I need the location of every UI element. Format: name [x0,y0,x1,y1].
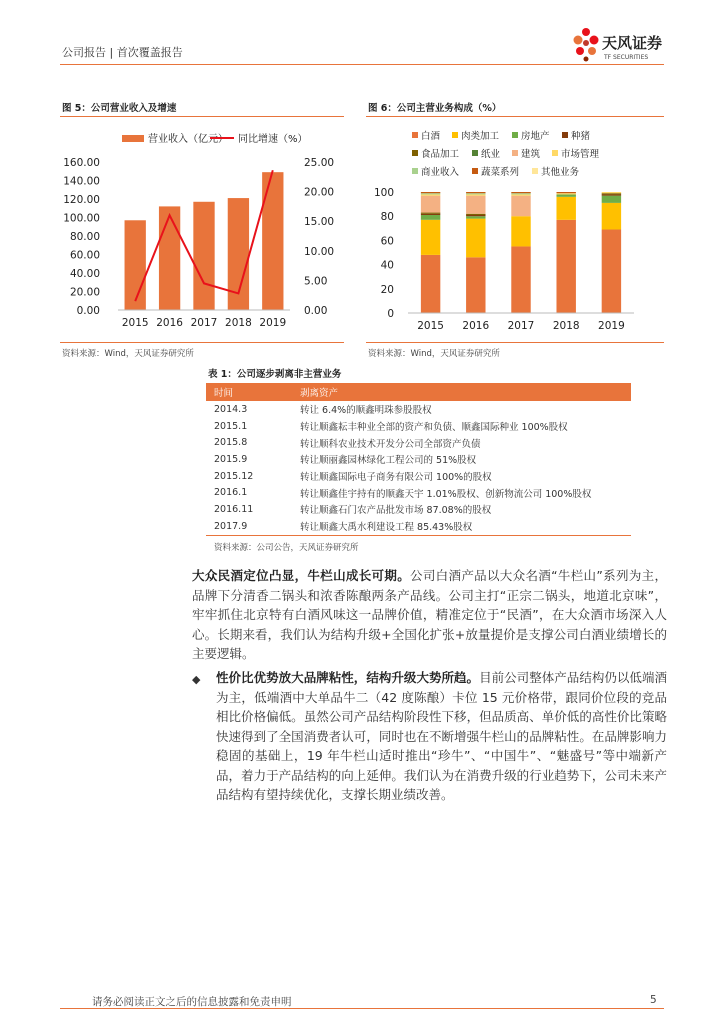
logo-subtext: TF SECURITIES [604,54,649,61]
bar-segment-2018-1 [556,197,575,220]
paragraph-2-heading: 性价比优势放大品牌粘性，结构升级大势所趋。 [216,670,480,685]
y-left-tick-label: 140.00 [63,175,100,188]
y-left-tick-label: 60.00 [69,249,100,262]
paragraph-1 [192,566,667,664]
legend-label-5: 纸业 [481,149,501,160]
y-right-tick-label: 15.00 [304,216,335,229]
bar-segment-2016-3 [466,215,485,216]
y-tick-label: 100 [373,187,394,199]
bullet-diamond-icon: ◆ [192,673,201,686]
legend-label-growth: 同比增速（%） [238,134,308,145]
bar-segment-2016-6 [466,196,485,214]
y-left-tick-label: 40.00 [69,268,100,280]
bar-segment-2016-0 [466,257,485,313]
bar-segment-2016-7 [466,194,485,195]
y-right-tick-label: 5.00 [304,275,328,288]
legend-label-10: 其他业务 [541,167,580,178]
figure5-title: 图 5：公司营业收入及增速 [62,103,177,114]
y-tick-label: 40 [380,259,394,272]
bar-segment-2015-4 [421,213,440,214]
bar-revenue-2016 [159,206,180,310]
x-tick-label: 2017 [507,320,535,332]
table-cell-asset: 转让顺丽鑫园林绿化工程公司的 51%股权 [300,455,477,467]
x-tick-label: 2018 [552,320,580,332]
bar-segment-2015-9 [421,192,440,193]
legend-swatch-0 [412,132,418,138]
x-tick-label: 2019 [598,320,625,332]
table-cell-asset: 转让顺鑫佳宇持有的顺鑫天宇 1.01%股权、创新物流公司 100%股权 [300,488,592,500]
figure6-bottom-divider [366,342,664,343]
legend-label-revenue: 营业收入（亿元） [148,134,228,145]
y-left-tick-label: 20.00 [69,286,100,299]
legend-swatch-5 [472,150,478,156]
table-row [206,451,631,468]
divestment-table [206,383,631,536]
figure6-chart [364,122,664,334]
y-tick-label: 60 [380,235,394,248]
table-cell-time: 2017.9 [206,518,292,535]
y-left-tick-label: 0.00 [76,305,100,317]
bar-segment-2016-4 [466,214,485,215]
legend-swatch-6 [512,150,518,156]
legend-label-4: 食品加工 [421,149,460,160]
y-left-tick-label: 100.00 [63,212,100,225]
figure5-source: 资料来源：Wind，天风证券研究所 [62,349,194,359]
bar-segment-2019-1 [602,203,621,230]
table-cell-asset: 转让顺鑫国际电子商务有限公司 100%的股权 [300,472,492,484]
bar-segment-2018-2 [556,194,575,196]
table-cell-asset: 转让顺鑫石门农产品批发市场 87.08%的股权 [300,505,492,517]
bar-segment-2017-9 [511,192,530,193]
paragraph-1-heading: 大众民酒定位凸显，牛栏山成长可期。 [192,568,411,583]
bar-segment-2016-1 [466,219,485,258]
y-left-tick-label: 120.00 [63,194,100,206]
table-row [206,434,631,451]
bar-segment-2019-0 [602,230,621,313]
bar-segment-2015-6 [421,196,440,213]
bar-segment-2019-2 [602,196,621,203]
y-tick-label: 80 [380,211,394,224]
table-cell-time: 2016.1 [214,487,248,499]
table-cell-time: 2016.11 [214,503,254,515]
table1-title: 表 1：公司逐步剥离非主营业务 [208,369,342,380]
figure6-source: 资料来源：Wind，天风证券研究所 [368,349,500,359]
x-tick-label: 2018 [225,317,252,329]
bar-segment-2016-9 [466,192,485,193]
company-logo [566,24,676,68]
legend-swatch-9 [472,168,478,174]
bar-segment-2015-3 [421,214,440,215]
logo-text: 天风证券 [602,34,663,52]
bar-segment-2017-7 [511,194,530,195]
y-tick-label: 0 [387,308,394,320]
table1-source: 资料来源：公司公告，天风证券研究所 [214,543,359,553]
table-row [206,418,631,435]
bar-segment-2017-1 [511,216,530,246]
table-cell-time: 2015.9 [214,453,248,465]
header-title: 公司报告 | 首次覆盖报告 [62,46,183,59]
footer-disclaimer: 请务必阅读正文之后的信息披露和免责申明 [92,996,292,1008]
table-row [206,484,631,501]
y-tick-label: 20 [380,283,394,296]
legend-label-7: 市场管理 [561,149,600,160]
page-number: 5 [650,994,657,1006]
legend-swatch-7 [552,150,558,156]
y-left-tick-label: 160.00 [63,157,100,169]
legend-swatch-2 [512,132,518,138]
table-cell-time: 2015.12 [214,470,254,482]
figure5-divider [60,116,344,117]
legend-swatch-10 [532,168,538,174]
bar-segment-2017-6 [511,196,530,217]
footer-divider [60,1008,664,1009]
legend-label-8: 商业收入 [421,167,460,178]
figure6-title: 图 6：公司主营业务构成（%） [368,103,502,114]
legend-label-9: 蔬菜系列 [481,167,520,178]
bar-segment-2018-0 [556,220,575,313]
bar-segment-2015-0 [421,255,440,313]
bar-segment-2016-2 [466,216,485,218]
x-tick-label: 2015 [417,320,444,332]
y-right-tick-label: 10.00 [304,245,335,258]
table-row [206,401,631,418]
legend-label-0: 白酒 [421,131,441,142]
legend-label-6: 建筑 [521,149,541,160]
table-cell-asset: 转让顺鑫耘丰种业全部的资产和负债、顺鑫国际种业 100%股权 [300,422,568,434]
legend-label-3: 种猪 [571,131,591,142]
figure5-chart [58,122,348,334]
y-left-tick-label: 80.00 [69,231,100,243]
table-row [206,501,631,518]
figure5-bottom-divider [60,342,344,343]
paragraph-2 [216,668,667,805]
paragraph-1-text: 公司白酒产品以大众名酒“牛栏山”系列为主，品牌下分清香二锅头和浓香陈酿两条产品线。公司主打“正宗二锅头，地道北京味”，牢牢抓住北京特有白酒风味这一品牌价值，精准定位于“民酒”，在大众酒市场深入人心。长期来看，我们认为结构升级+全国化扩张+放量提价是支撑公司白酒业绩增长的主要逻辑。 [192,568,667,661]
table-header-row [206,383,631,401]
table-row [206,518,631,535]
table-header-asset: 剥离资产 [292,383,631,401]
table-cell-time: 2015.1 [214,420,248,432]
legend-swatch-revenue [122,135,144,142]
x-tick-label: 2017 [190,317,218,329]
table-cell-time: 2014.3 [214,403,248,415]
bar-segment-2019-3 [602,194,621,195]
y-right-tick-label: 25.00 [304,157,335,169]
y-right-tick-label: 20.00 [304,186,335,199]
x-tick-label: 2016 [156,317,183,329]
table-cell-asset: 转让顺鑫大禹水利建设工程 85.43%股权 [292,518,631,535]
bar-segment-2017-8 [511,193,530,194]
header-divider [60,64,664,65]
bar-segment-2018-7 [556,193,575,194]
legend-swatch-3 [562,132,568,138]
bar-revenue-2019 [262,172,283,310]
legend-swatch-4 [412,150,418,156]
y-right-tick-label: 0.00 [304,305,328,317]
bar-revenue-2017 [193,202,214,310]
x-tick-label: 2015 [121,317,149,329]
x-tick-label: 2019 [259,317,287,329]
table-cell-asset: 转让 6.4%的顺鑫明珠参股股权 [300,405,432,417]
table-header-time: 时间 [206,383,292,401]
legend-label-1: 肉类加工 [461,131,500,142]
bar-segment-2019-4 [602,193,621,194]
table-cell-asset: 转让顺科农业技术开发分公司全部资产负债 [300,438,481,450]
figure6-divider [366,116,664,117]
bar-segment-2018-9 [556,192,575,193]
bar-segment-2017-0 [511,246,530,313]
legend-swatch-1 [452,132,458,138]
bar-revenue-2015 [125,220,146,310]
legend-label-2: 房地产 [521,131,550,142]
bar-segment-2015-8 [421,193,440,194]
bar-segment-2015-1 [421,220,440,255]
bar-segment-2019-7 [602,192,621,193]
paragraph-2-text: 目前公司整体产品结构仍以低端酒为主，低端酒中大单品牛二（42 度陈酿）卡位 15 元价格带，跟同价位段的竞品相比价格偏低。虽然公司产品结构阶段性下移，但品质高、单价低的高性价比策略快速得到了全国消费者认可，同时也在不断增强牛栏山的品牌粘性。在品牌影响力稳固的基础上，19 年牛栏山适时推出“珍牛”、“中国牛”、“魅盛号”等中端新产品，着力于产品结构的向上延伸。我们认为在消费升级的行业趋势下，公司未来产品结构有望持续优化，支撑长期业绩改善。 [216,670,667,802]
table-cell-time: 2015.8 [214,437,248,449]
legend-swatch-8 [412,168,418,174]
bar-segment-2015-7 [421,194,440,195]
bar-segment-2016-8 [466,193,485,194]
bar-segment-2015-2 [421,215,440,220]
x-tick-label: 2016 [462,320,490,332]
table-row [206,468,631,485]
logo-flower-icon [566,24,676,68]
